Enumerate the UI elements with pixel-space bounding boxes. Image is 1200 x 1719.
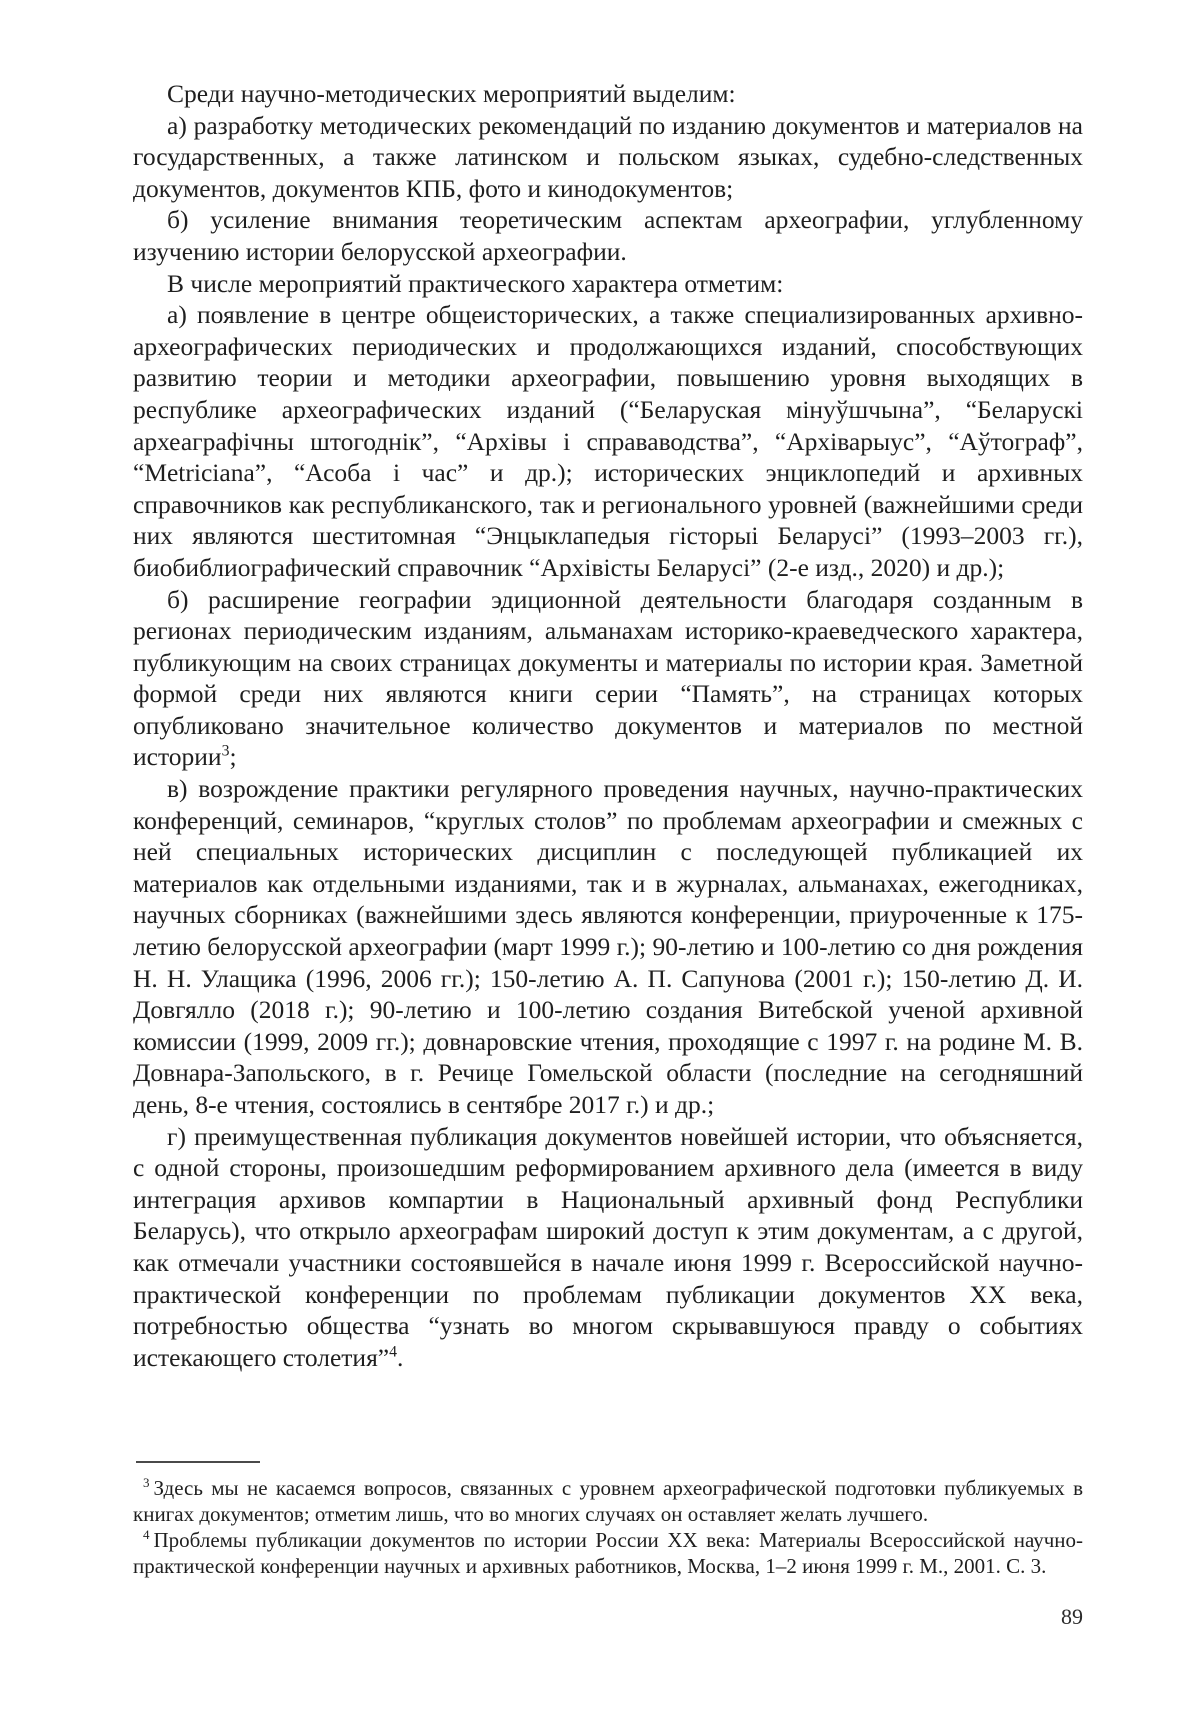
paragraph-text: ; <box>229 742 237 772</box>
paragraph-item-a2 <box>133 299 1083 583</box>
paragraph-text: а) разработку методических рекомендаций по изданию документов и материалов на государственных, а также латинском и польском языках, судебно-следственных документов, документов КПБ, фото и кинодокументов; <box>133 110 1083 203</box>
paragraph-item-v <box>133 773 1083 1121</box>
paragraph-text: Среди научно-методических мероприятий выделим: <box>167 79 736 108</box>
footnote-text: Здесь мы не касаемся вопросов, связанных с уровнем археографической подготовки публикуемых в книгах документов; отметим лишь, что во многих случаях он оставляет желать лучшего. <box>133 1476 1083 1526</box>
paragraph-intro <box>133 78 1083 110</box>
paragraph-item-b2 <box>133 584 1083 774</box>
page-number: 89 <box>1061 1604 1083 1629</box>
paragraph-text: б) усиление внимания теоретическим аспектам археографии, углубленному изучению истории белорусской археографии. <box>133 205 1083 266</box>
paragraph-text: б) расширение географии эдиционной деятельности благодаря созданным в регионах периодическим изданиям, альманахам историко-краеведческого характера, публикующим на своих страницах документы и материалы по истории края. Заметной формой среди них являются книги серии “Память”, на страницах которых опубликовано значительное количество документов и материалов по местной истории <box>133 584 1083 772</box>
footnote-3 <box>133 1475 1083 1527</box>
body-text <box>133 78 1083 1373</box>
footnotes-block <box>133 1475 1083 1579</box>
paragraph-item-a1 <box>133 110 1083 205</box>
footnote-marker: 3 <box>143 1475 150 1490</box>
footnote-4 <box>133 1527 1083 1579</box>
paragraph-item-g <box>133 1121 1083 1374</box>
paragraph-text: г) преимущественная публикация документов новейшей истории, что объясняется, с одной стороны, произошедшим реформированием архивного дела (имеется в виду интеграция архивов компартии в Национальный архивный фонд Республики Беларусь), что открыло археографам широкий доступ к этим документам, а с другой, как отмечали участники состоявшейся в начале июня 1999 г. Всероссийской научно-практической конференции по проблемам публикации документов XX века, потребностью общества “узнать во многом скрывавшуюся правду о событиях истекающего столетия” <box>133 1121 1083 1372</box>
paragraph-text: в) возрождение практики регулярного проведения научных, научно-практических конференций, семинаров, “круглых столов” по проблемам археографии и смежных с ней специальных исторических дисциплин с последующей публикацией их материалов как отдельными изданиями, так и в журналах, альманахах, ежегодниках, научных сборниках (важнейшими здесь являются конференции, приуроченные к 175-летию белорусской археографии (март 1999 г.); 90-летию и 100-летию со дня рождения Н. Н. Улащика (1996, 2006 гг.); 150-летию А. П. Сапунова (2001 г.); 150-летию Д. И. Довгялло (2018 г.); 90-летию и 100-летию создания Витебской ученой архивной комиссии (1999, 2009 гг.); довнаровские чтения, проходящие с 1997 г. на родине М. В. Довнара-Запольского, в г. Речице Гомельской области (последние на сегодняшний день, 8-е чтения, состоялись в сентябре 2017 г.) и др.; <box>133 774 1083 1119</box>
paragraph-text: . <box>397 1342 404 1372</box>
paragraph-text: В числе мероприятий практического характера отметим: <box>167 268 784 298</box>
footnote-ref-3: 3 <box>221 742 230 760</box>
footnote-separator <box>136 1461 260 1463</box>
footnote-ref-4: 4 <box>389 1343 398 1361</box>
footnote-marker: 4 <box>143 1527 150 1542</box>
paragraph-item-b1 <box>133 204 1083 267</box>
paragraph-practical-intro <box>133 268 1083 300</box>
paragraph-text: а) появление в центре общеисторических, а также специализированных архивно-археографических периодических и продолжающихся изданий, способствующих развитию теории и методики археографии, повышению уровня выходящих в республике археографических изданий (“Беларуская мінуўшчына”, “Беларускі археаграфічны штогоднік”, “Архівы і справаводства”, “Архіварыус”, “Аўтограф”, “Metriciana”, “Асоба і час” и др.); исторических энциклопедий и архивных справочников как республиканского, так и регионального уровней (важнейшими среди них являются шеститомная “Энцыклапедыя гісторыі Беларусі” (1993–2003 гг.), биобиблиографический справочник “Архівісты Беларусі” (2-е изд., 2020) и др.); <box>133 300 1083 582</box>
footnote-text: Проблемы публикации документов по истории России XX века: Материалы Всероссийской научно-практической конференции научных и архивных работников, Москва, 1–2 июня 1999 г. М., 2001. С. 3. <box>133 1528 1083 1578</box>
